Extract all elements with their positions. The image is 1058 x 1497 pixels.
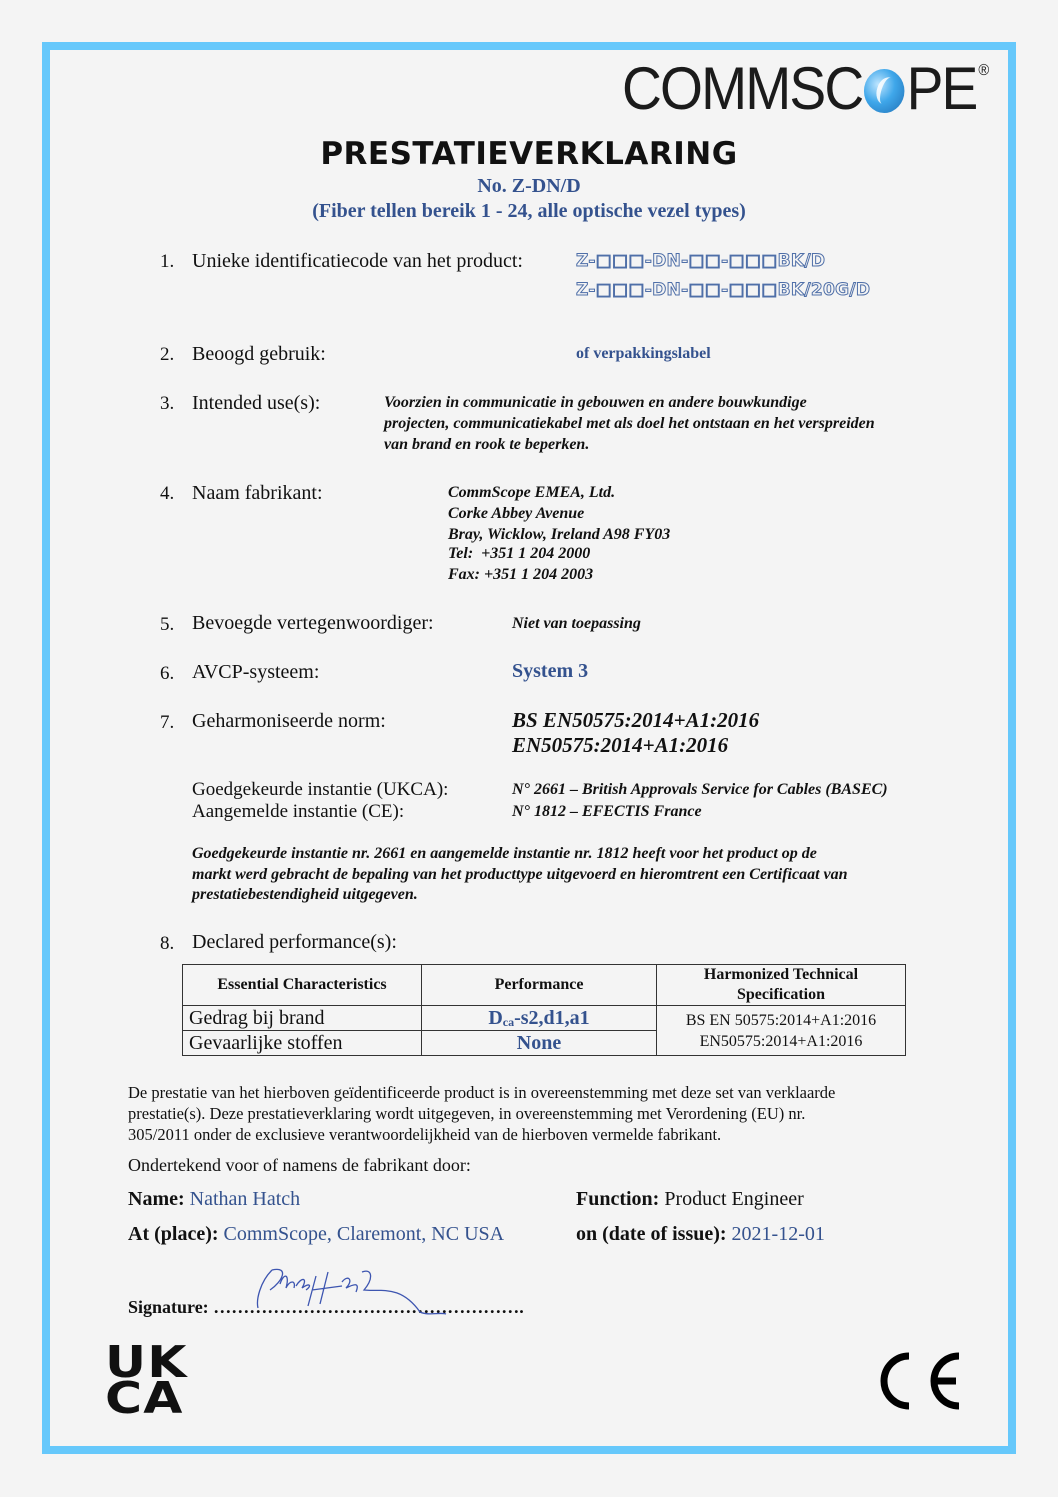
header-specification: Harmonized Technical Specification — [657, 965, 906, 1006]
intended-use-value: of verpakkingslabel — [576, 345, 711, 362]
ce-body-value: N° 1812 – EFECTIS France — [512, 803, 702, 820]
performance-cell — [422, 1006, 657, 1031]
declaration-line-3: 305/2011 onder de exclusieve verantwoordelijkheid van de hierboven vermelde fabrikant. — [128, 1125, 722, 1144]
name-value: Nathan Hatch — [189, 1188, 301, 1210]
avcp-system-value: System 3 — [512, 660, 589, 682]
date-field — [576, 1223, 825, 1246]
ukca-mark-icon — [105, 1337, 188, 1424]
declared-performance-table — [182, 964, 906, 1056]
item-4-number: 4. — [160, 483, 175, 504]
euroclass-subscript: ca — [502, 1014, 515, 1029]
item-7-number: 7. — [160, 712, 175, 733]
item-2-number: 2. — [160, 344, 175, 365]
place-field — [128, 1223, 504, 1246]
declaration-line-2: prestatie(s). Deze prestatieverklaring wordt uitgegeven, in overeenstemming met Verordening (EU) nr. — [128, 1104, 806, 1123]
ukca-body-label: Goedgekeurde instantie (UKCA): — [192, 779, 449, 800]
euroclass-suffix: -s2,d1,a1 — [514, 1006, 590, 1029]
specification-cell — [657, 1006, 906, 1056]
manufacturer-city: Bray, Wicklow, Ireland A98 FY03 — [448, 526, 671, 543]
manufacturer-tel: Tel: +351 1 204 2000 — [448, 545, 591, 562]
logo-text-end: PE — [906, 55, 977, 122]
item-8-number: 8. — [160, 933, 175, 954]
signed-by-text: Ondertekend voor of namens de fabrikant door: — [128, 1155, 471, 1175]
harmonised-norm-1: BS EN50575:2014+A1:2016 — [512, 708, 760, 732]
name-field — [128, 1188, 300, 1211]
spec-line-1: BS EN 50575:2014+A1:2016 — [685, 1011, 877, 1029]
item-5-number: 5. — [160, 614, 175, 635]
date-value: 2021-12-01 — [731, 1223, 825, 1245]
harmonised-norm-2: EN50575:2014+A1:2016 — [512, 733, 729, 757]
intended-use-line-1: Voorzien in communicatie in gebouwen en andere bouwkundige — [384, 394, 807, 411]
ukca-mark-top: UK — [105, 1337, 188, 1388]
item-5-label: Bevoegde vertegenwoordiger: — [192, 612, 434, 634]
manufacturer-name: CommScope EMEA, Ltd. — [448, 484, 616, 501]
item-1-label: Unieke identificatiecode van het product: — [192, 250, 523, 272]
declaration-line-1: De prestatie van het hierboven geïdentificeerde product is in overeenstemming met deze set van verklaarde — [128, 1083, 836, 1102]
place-value: CommScope, Claremont, NC USA — [223, 1223, 505, 1245]
characteristic-cell: Gedrag bij brand — [183, 1006, 422, 1031]
ukca-body-value: N° 2661 – British Approvals Service for Cables (BASEC) — [512, 781, 888, 798]
item-3-number: 3. — [160, 393, 175, 414]
item-7-label: Geharmoniseerde norm: — [192, 710, 386, 732]
bodies-note-line-2: markt werd gebracht de bepaling van het producttype uitgevoerd en hieromtrent een Certificaat van — [192, 866, 848, 883]
product-code-1: Z-□□□-DN-□□-□□□BK/D — [576, 251, 826, 271]
item-2-label: Beoogd gebruik: — [192, 343, 326, 365]
header-characteristics: Essential Characteristics — [183, 965, 422, 1006]
function-label: Function: — [576, 1188, 660, 1210]
spec-line-2: EN50575:2014+A1:2016 — [699, 1032, 863, 1050]
item-6-number: 6. — [160, 663, 175, 684]
item-6-label: AVCP-systeem: — [192, 661, 320, 683]
representative-value: Niet van toepassing — [512, 615, 641, 632]
product-code-2: Z-□□□-DN-□□-□□□BK/20G/D — [576, 280, 871, 300]
name-label: Name: — [128, 1188, 185, 1210]
table-row — [183, 1006, 906, 1031]
commscope-logo — [622, 54, 987, 123]
performance-cell: None — [422, 1031, 657, 1056]
signature-label: Signature: — [128, 1297, 209, 1317]
bodies-note-line-3: prestatiebestendigheid uitgegeven. — [192, 886, 418, 903]
manufacturer-street: Corke Abbey Avenue — [448, 505, 585, 522]
page-title: PRESTATIEVERKLARING — [320, 136, 738, 172]
function-field — [576, 1188, 804, 1211]
function-value: Product Engineer — [664, 1188, 804, 1210]
euroclass-main: D — [488, 1006, 503, 1029]
item-3-label: Intended use(s): — [192, 392, 321, 414]
document-number: No. Z-DN/D — [477, 175, 581, 197]
registered-mark: ® — [978, 62, 988, 79]
item-1-number: 1. — [160, 251, 175, 272]
document-subtitle: (Fiber tellen bereik 1 - 24, alle optische vezel types) — [312, 200, 746, 222]
date-label: on (date of issue): — [576, 1223, 727, 1245]
manufacturer-fax: Fax: +351 1 204 2003 — [448, 566, 594, 583]
signature-dotted-line: ……………………………………………. — [213, 1297, 524, 1317]
ce-body-label: Aangemelde instantie (CE): — [192, 801, 405, 822]
intended-use-line-2: projecten, communicatiekabel met als doel het ontstaan en het verspreiden — [384, 415, 875, 432]
table-header-row — [183, 965, 906, 1006]
place-label: At (place): — [128, 1223, 219, 1245]
item-8-label: Declared performance(s): — [192, 931, 397, 953]
logo-text-start: COMMSC — [622, 55, 863, 122]
ce-mark-icon — [876, 1350, 966, 1412]
intended-use-line-3: van brand en rook te beperken. — [384, 436, 590, 453]
header-performance: Performance — [422, 965, 657, 1006]
bodies-note-line-1: Goedgekeurde instantie nr. 2661 en aangemelde instantie nr. 1812 heeft voor het product op de — [192, 845, 817, 862]
ukca-mark-bottom: CA — [105, 1373, 184, 1424]
item-4-label: Naam fabrikant: — [192, 482, 323, 504]
characteristic-cell: Gevaarlijke stoffen — [183, 1031, 422, 1056]
handwritten-signature-icon — [250, 1262, 450, 1322]
logo-globe-icon — [864, 69, 904, 113]
